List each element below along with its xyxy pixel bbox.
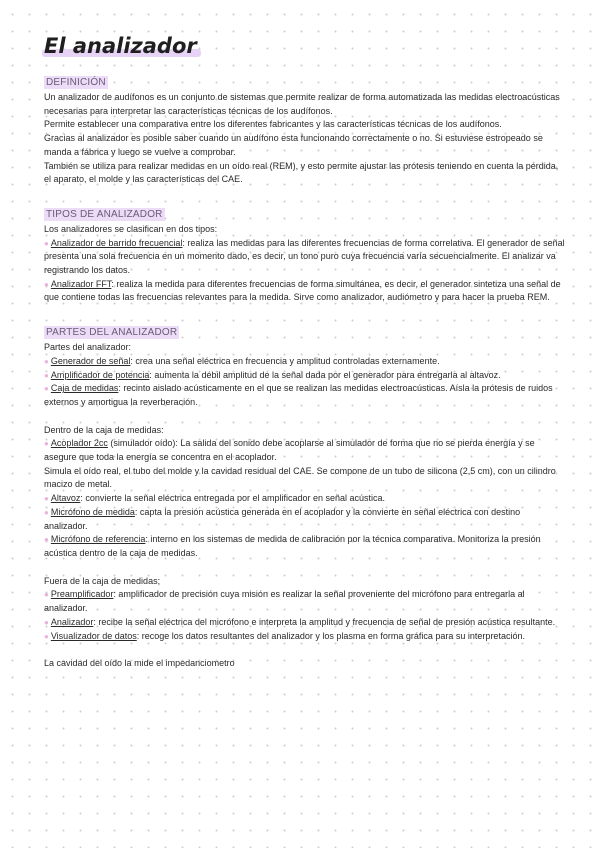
list-item: [44, 588, 566, 615]
definicion-paragraph-1: Un analizador de audífonos es un conjunto de sistemas que permite realizar de forma automatizada las medidas electroacústicas necesarias para interpretar las características técnicas de los audífonos.: [44, 92, 560, 116]
dentro-extra: Simula el oído real, el tubo del molde y la cavidad residual del CAE. Se compone de un tubo de silicona (2,5 cm), con un cilindro macizo de metal.: [44, 465, 556, 490]
item-text: : crea una señal eléctrica en frecuencia y amplitud controladas externamente.: [130, 355, 440, 366]
bullet-icon: ●: [44, 617, 49, 627]
item-text: : recibe la señal eléctrica del micrófono e interpreta la amplitud y frecuencia de señal de presión acústica resultante.: [93, 616, 556, 627]
bullet-icon: ●: [44, 631, 49, 641]
term-label: Analizador de barrido frecuencial: [50, 237, 183, 248]
list-item: [44, 630, 566, 644]
item-text: : recinto aislado acústicamente en el que se realizan las medidas electroacústicas. Aísla la prótesis de ruidos externos y amortigua la reverberación.: [44, 383, 553, 407]
closing-note: La cavidad del oído la mide el impedanciometro: [44, 658, 235, 669]
bullet-icon: ●: [44, 494, 49, 504]
bullet-icon: ●: [44, 384, 49, 394]
term-label: Preamplificador: [50, 589, 114, 600]
bullet-icon: ●: [44, 590, 49, 600]
term-label: Analizador FFT: [50, 278, 112, 289]
term-label: Analizador: [50, 616, 94, 627]
list-item: [44, 237, 566, 278]
bullet-icon: ●: [44, 279, 49, 289]
bullet-icon: ●: [44, 439, 49, 449]
list-item: [44, 492, 566, 506]
partes-intro: Partes del analizador:: [44, 342, 132, 353]
fuera-intro: Fuera de la caja de medidas;: [44, 575, 161, 586]
term-label: Generador de señal: [50, 355, 131, 366]
dentro-intro: Dentro de la caja de medidas:: [44, 424, 164, 435]
list-item: [44, 355, 566, 369]
item-text: : amplificador de precisión cuya misión es realizar la señal proveniente del micrófono para entregarla al analizador.: [44, 589, 525, 614]
definicion-paragraph-2: Permite establecer una comparativa entre los diferentes fabricantes y las características técnicas de los audífonos.: [44, 119, 502, 130]
bullet-icon: ●: [44, 356, 49, 366]
section-heading-partes: PARTES DEL ANALIZADOR: [46, 327, 178, 339]
section-heading-definicion: DEFINICIÓN: [46, 77, 106, 88]
list-item: [44, 506, 566, 533]
notes-page: [44, 34, 566, 671]
list-item: [44, 437, 566, 464]
list-item: [44, 278, 566, 305]
term-label: Amplificador de potencia: [50, 369, 150, 380]
bullet-icon: ●: [44, 370, 49, 380]
term-label: Altavoz: [50, 493, 81, 504]
term-label: Acoplador 2cc: [50, 438, 108, 449]
item-text: : aumenta la débil amplitud de la señal dada por el generador para entregarla al altavoz.: [149, 369, 501, 380]
item-text: : realiza la medida para diferentes frecuencias de forma simultánea, es decir, el generador sintetiza una señal de que contiene todas las frecuencias relevantes para la medida. Sirve como analizador, audiómetro y para hacer la prueba REM.: [44, 278, 561, 303]
list-item: [44, 616, 566, 630]
section-heading-tipos: TIPOS DE ANALIZADOR: [46, 208, 163, 220]
item-text: : realiza las medidas para las diferentes frecuencias de forma correlativa. El generador de señal presenta una sola frecuencia en un momento dado, es decir, un tono puro cuya frecuencia varía secuencialmente. El analizar va registrando los datos.: [44, 237, 565, 276]
bullet-icon: ●: [44, 535, 49, 545]
list-item: [44, 382, 566, 409]
item-text: : recoge los datos resultantes del analizador y los plasma en forma gráfica para su interpretación.: [136, 630, 525, 641]
item-text: : interno en los sistemas de medida de calibración por la técnica comparativa. Monitoriza la presión acústica dentro de la caja de medidas.: [44, 534, 541, 558]
term-label: Visualizador de datos: [50, 630, 137, 641]
term-label: Caja de medidas: [50, 383, 119, 394]
list-item: [44, 369, 566, 383]
tipos-intro: Los analizadores se clasifican en dos tipos:: [44, 223, 218, 234]
term-label: Micrófono de referencia: [50, 534, 146, 545]
page-title: El analizador: [44, 34, 197, 58]
item-text: : convierte la señal eléctrica entregada por el amplificador en señal acústica.: [80, 493, 386, 504]
item-text: (simulador oído): La salida del sonido debe acoplarse al simulador de forma que no se pierda energía y se asegure que toda la energía se concentra en el acoplador.: [44, 438, 535, 463]
bullet-icon: ●: [44, 238, 49, 248]
bullet-icon: ●: [44, 507, 49, 517]
section-tipos: [44, 204, 566, 305]
section-partes: [44, 322, 566, 671]
section-definicion: [44, 72, 566, 187]
list-item: [44, 533, 566, 560]
definicion-paragraph-4: También se utiliza para realizar medidas en un oído real (REM), y esto permite ajustar las prótesis teniendo en cuenta la pérdida, el aparato, el molde y las características del CAE.: [44, 160, 559, 185]
term-label: Micrófono de medida: [50, 506, 135, 517]
definicion-paragraph-3: Gracias al analizador es posible saber cuando un audífono esta funcionando correctamente o no. Si estuviese estropeado se manda a fábrica y luego se vuelve a comprobar.: [44, 133, 543, 157]
item-text: : capta la presión acústica generada en el acoplador y la convierte en señal eléctrica con destino analizador.: [44, 506, 521, 531]
